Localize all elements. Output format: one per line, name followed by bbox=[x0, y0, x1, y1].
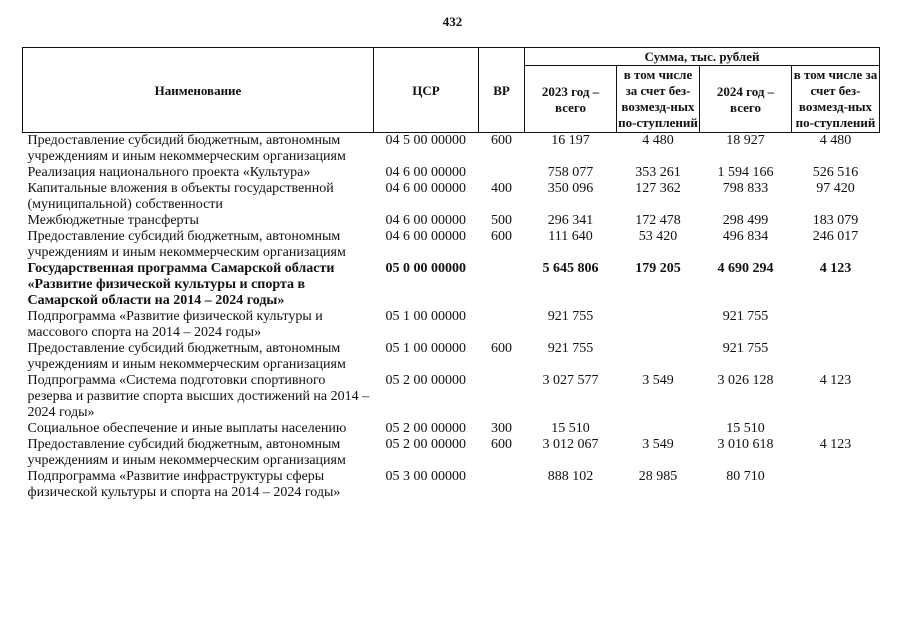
row-name: Реализация национального проекта «Культура» bbox=[27, 165, 311, 180]
row-name: Социальное обеспечение и иные выплаты населению bbox=[27, 421, 347, 436]
row-bez-2024: 97 420 bbox=[816, 181, 855, 196]
row-total-2023: 921 755 bbox=[547, 341, 594, 356]
header-total-2023: 2023 год – всего bbox=[525, 66, 617, 133]
table-row bbox=[23, 133, 880, 166]
page-number: 432 bbox=[442, 14, 463, 29]
row-name: Капитальные вложения в объекты государственной (муниципальной) собственности bbox=[27, 181, 334, 212]
row-bez-2024: 4 123 bbox=[819, 373, 852, 388]
row-bez-2023: 127 362 bbox=[635, 181, 681, 196]
row-total-2024: 798 833 bbox=[722, 181, 769, 196]
row-csr-code: 05 0 00 00000 bbox=[385, 261, 466, 276]
row-name: Предоставление субсидий бюджетным, автономным учреждениям и иным некоммерческим организациям bbox=[27, 437, 346, 468]
table-header bbox=[23, 48, 880, 133]
row-total-2024: 496 834 bbox=[722, 229, 769, 244]
row-bez-2023: 179 205 bbox=[635, 261, 681, 276]
row-vr-code: 600 bbox=[491, 229, 512, 244]
row-bez-2024 bbox=[792, 421, 880, 437]
row-csr-code: 04 6 00 00000 bbox=[385, 181, 466, 196]
row-bez-2023: 3 549 bbox=[642, 437, 674, 452]
row-vr-code bbox=[479, 373, 525, 421]
row-total-2024: 4 690 294 bbox=[717, 261, 774, 276]
row-total-2023: 296 341 bbox=[547, 213, 594, 228]
row-csr-code: 04 6 00 00000 bbox=[385, 229, 466, 244]
header-bez-2023: в том числе за счет без-возмезд-ных по-ступлений bbox=[617, 66, 700, 133]
row-total-2024: 1 594 166 bbox=[717, 165, 774, 180]
table-row bbox=[23, 309, 880, 341]
row-total-2024: 921 755 bbox=[722, 341, 769, 356]
row-total-2023: 3 027 577 bbox=[542, 373, 599, 388]
table-row bbox=[23, 229, 880, 261]
row-total-2023: 3 012 067 bbox=[542, 437, 599, 452]
table-row bbox=[23, 165, 880, 181]
row-bez-2023: 3 549 bbox=[642, 373, 674, 388]
row-bez-2024: 526 516 bbox=[812, 165, 859, 180]
header-vr: ВР bbox=[479, 48, 525, 133]
row-total-2024: 18 927 bbox=[726, 133, 765, 148]
row-total-2023: 5 645 806 bbox=[542, 261, 599, 276]
budget-table bbox=[22, 47, 880, 501]
row-name: Подпрограмма «Система подготовки спортивного резерва и развитие спорта высших достижений на 2014 – 2024 годы» bbox=[27, 373, 370, 420]
row-vr-code bbox=[479, 165, 525, 181]
row-bez-2024 bbox=[792, 469, 880, 501]
row-total-2023: 758 077 bbox=[547, 165, 594, 180]
header-csr: ЦСР bbox=[374, 48, 479, 133]
row-bez-2024: 4 123 bbox=[819, 261, 852, 276]
row-bez-2023: 172 478 bbox=[635, 213, 681, 228]
row-name: Предоставление субсидий бюджетным, автономным учреждениям и иным некоммерческим организациям bbox=[27, 229, 346, 260]
row-name: Межбюджетные трансферты bbox=[27, 213, 199, 228]
row-bez-2023: 53 420 bbox=[638, 229, 678, 244]
row-total-2024: 80 710 bbox=[726, 469, 765, 484]
row-total-2024: 298 499 bbox=[722, 213, 769, 228]
row-bez-2023 bbox=[617, 309, 700, 341]
row-name: Предоставление субсидий бюджетным, автономным учреждениям и иным некоммерческим организациям bbox=[27, 341, 346, 372]
table-body bbox=[23, 133, 880, 502]
row-bez-2024 bbox=[792, 309, 880, 341]
row-total-2023: 16 197 bbox=[551, 133, 590, 148]
row-vr-code bbox=[479, 309, 525, 341]
row-vr-code: 600 bbox=[491, 437, 512, 452]
row-bez-2024: 246 017 bbox=[812, 229, 859, 244]
row-csr-code: 05 1 00 00000 bbox=[385, 341, 466, 356]
header-name: Наименование bbox=[23, 48, 374, 133]
table-row bbox=[23, 213, 880, 229]
row-vr-code: 600 bbox=[491, 341, 512, 356]
row-vr-code: 400 bbox=[491, 181, 512, 196]
header-total-2024: 2024 год – всего bbox=[700, 66, 792, 133]
row-total-2023: 15 510 bbox=[551, 421, 590, 436]
row-csr-code: 05 2 00 00000 bbox=[385, 437, 466, 452]
table-row bbox=[23, 421, 880, 437]
row-vr-code bbox=[479, 469, 525, 501]
row-bez-2023 bbox=[617, 341, 700, 373]
row-csr-code: 05 1 00 00000 bbox=[385, 309, 466, 324]
table-row bbox=[23, 373, 880, 421]
row-csr-code: 04 5 00 00000 bbox=[385, 133, 466, 148]
row-total-2024: 3 010 618 bbox=[717, 437, 774, 452]
table-row bbox=[23, 261, 880, 309]
table-row bbox=[23, 437, 880, 469]
row-total-2024: 921 755 bbox=[722, 309, 769, 324]
row-total-2023: 921 755 bbox=[547, 309, 594, 324]
row-vr-code: 500 bbox=[491, 213, 512, 228]
row-bez-2024: 4 123 bbox=[819, 437, 852, 452]
row-name: Предоставление субсидий бюджетным, автономным учреждениям и иным некоммерческим организациям bbox=[27, 133, 346, 164]
header-sum-group: Сумма, тыс. рублей bbox=[525, 48, 880, 66]
row-vr-code: 300 bbox=[491, 421, 512, 436]
row-total-2024: 3 026 128 bbox=[717, 373, 774, 388]
row-bez-2024: 183 079 bbox=[812, 213, 859, 228]
row-bez-2024: 4 480 bbox=[819, 133, 852, 148]
row-vr-code bbox=[479, 261, 525, 309]
row-bez-2023: 28 985 bbox=[638, 469, 678, 484]
row-csr-code: 05 2 00 00000 bbox=[385, 373, 466, 388]
row-csr-code: 04 6 00 00000 bbox=[385, 213, 466, 228]
row-total-2023: 111 640 bbox=[548, 229, 593, 244]
row-bez-2023: 4 480 bbox=[642, 133, 674, 148]
row-bez-2024 bbox=[792, 341, 880, 373]
row-total-2023: 888 102 bbox=[547, 469, 594, 484]
table-row bbox=[23, 181, 880, 213]
row-name: Подпрограмма «Развитие физической культуры и массового спорта на 2014 – 2024 годы» bbox=[27, 309, 323, 340]
row-name: Государственная программа Самарской области «Развитие физической культуры и спорта в Самарской области на 2014 – 2024 годы» bbox=[27, 261, 335, 308]
row-csr-code: 04 6 00 00000 bbox=[385, 165, 466, 180]
row-csr-code: 05 2 00 00000 bbox=[385, 421, 466, 436]
row-bez-2023 bbox=[617, 421, 700, 437]
row-total-2024: 15 510 bbox=[726, 421, 765, 436]
row-vr-code: 600 bbox=[491, 133, 512, 148]
table-row bbox=[23, 469, 880, 501]
row-name: Подпрограмма «Развитие инфраструктуры сферы физической культуры и спорта на 2014 – 2024 годы» bbox=[27, 469, 341, 500]
table-row bbox=[23, 341, 880, 373]
row-bez-2023: 353 261 bbox=[635, 165, 681, 180]
row-total-2023: 350 096 bbox=[547, 181, 594, 196]
row-csr-code: 05 3 00 00000 bbox=[385, 469, 466, 484]
header-bez-2024: в том числе за счет без-возмезд-ных по-ступлений bbox=[792, 66, 880, 133]
